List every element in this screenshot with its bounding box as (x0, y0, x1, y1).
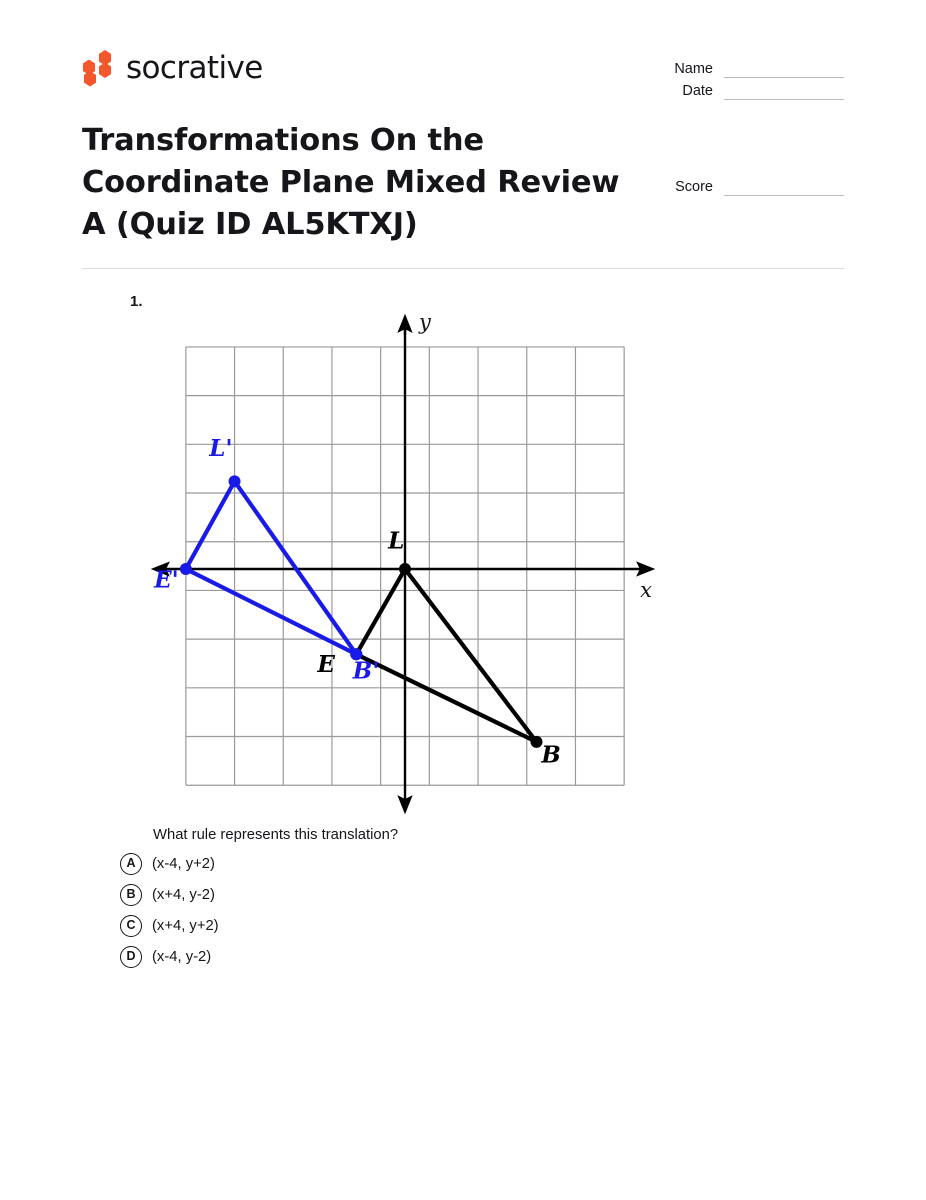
image-triangle-L'E'B' (153, 435, 379, 685)
socrative-logo (82, 50, 263, 86)
socrative-hexagon-logo-icon (82, 50, 113, 86)
score-input-line[interactable] (724, 181, 844, 196)
triangle-outline (186, 481, 356, 654)
logo-wordmark: socrative (126, 49, 263, 86)
name-input-line[interactable] (724, 63, 844, 78)
vertex-label-L-prime: L' (209, 435, 233, 463)
vertex-point-E-prime (180, 563, 192, 575)
choice-text-c: (x+4, y+2) (152, 917, 219, 934)
student-meta-fields (664, 56, 844, 100)
answer-choices (120, 848, 580, 972)
choice-text-d: (x-4, y-2) (152, 948, 212, 965)
vertex-point-L-prime (229, 475, 241, 487)
score-field-row (675, 174, 844, 196)
vertex-label-L: L (388, 527, 405, 555)
header-divider (82, 268, 844, 269)
hexagon-icon (83, 71, 97, 87)
date-label: Date (682, 83, 713, 99)
vertex-point-L (399, 563, 411, 575)
name-label: Name (674, 61, 713, 77)
choice-bubble-d[interactable]: D (120, 946, 142, 968)
question-number: 1. (130, 293, 143, 310)
choice-bubble-a[interactable]: A (120, 853, 142, 875)
name-field-row (664, 56, 844, 78)
vertex-label-B: B (541, 741, 561, 769)
question-prompt: What rule represents this translation? (153, 827, 399, 843)
x-axis-label: x (640, 578, 652, 602)
choice-text-b: (x+4, y-2) (152, 886, 215, 903)
choice-bubble-b[interactable]: B (120, 884, 142, 906)
date-input-line[interactable] (724, 85, 844, 100)
date-field-row (664, 78, 844, 100)
vertex-label-E: E (317, 650, 335, 678)
vertex-label-B-prime: B' (352, 657, 380, 685)
coordinate-plane-figure (140, 313, 680, 818)
answer-choice-d[interactable] (120, 941, 580, 972)
vertex-label-E-prime: E' (154, 566, 179, 594)
y-axis-label: y (419, 313, 431, 334)
page-title: Transformations On the Coordinate Plane Mixed Review A (Quiz ID AL5KTXJ) (82, 123, 620, 242)
triangle-outline (356, 569, 536, 742)
choice-bubble-c[interactable]: C (120, 915, 142, 937)
choice-text-a: (x-4, y+2) (152, 855, 215, 872)
answer-choice-b[interactable] (120, 879, 580, 910)
answer-choice-c[interactable] (120, 910, 580, 941)
hexagon-icon (98, 63, 112, 79)
score-label: Score (675, 179, 713, 195)
answer-choice-a[interactable] (120, 848, 580, 879)
